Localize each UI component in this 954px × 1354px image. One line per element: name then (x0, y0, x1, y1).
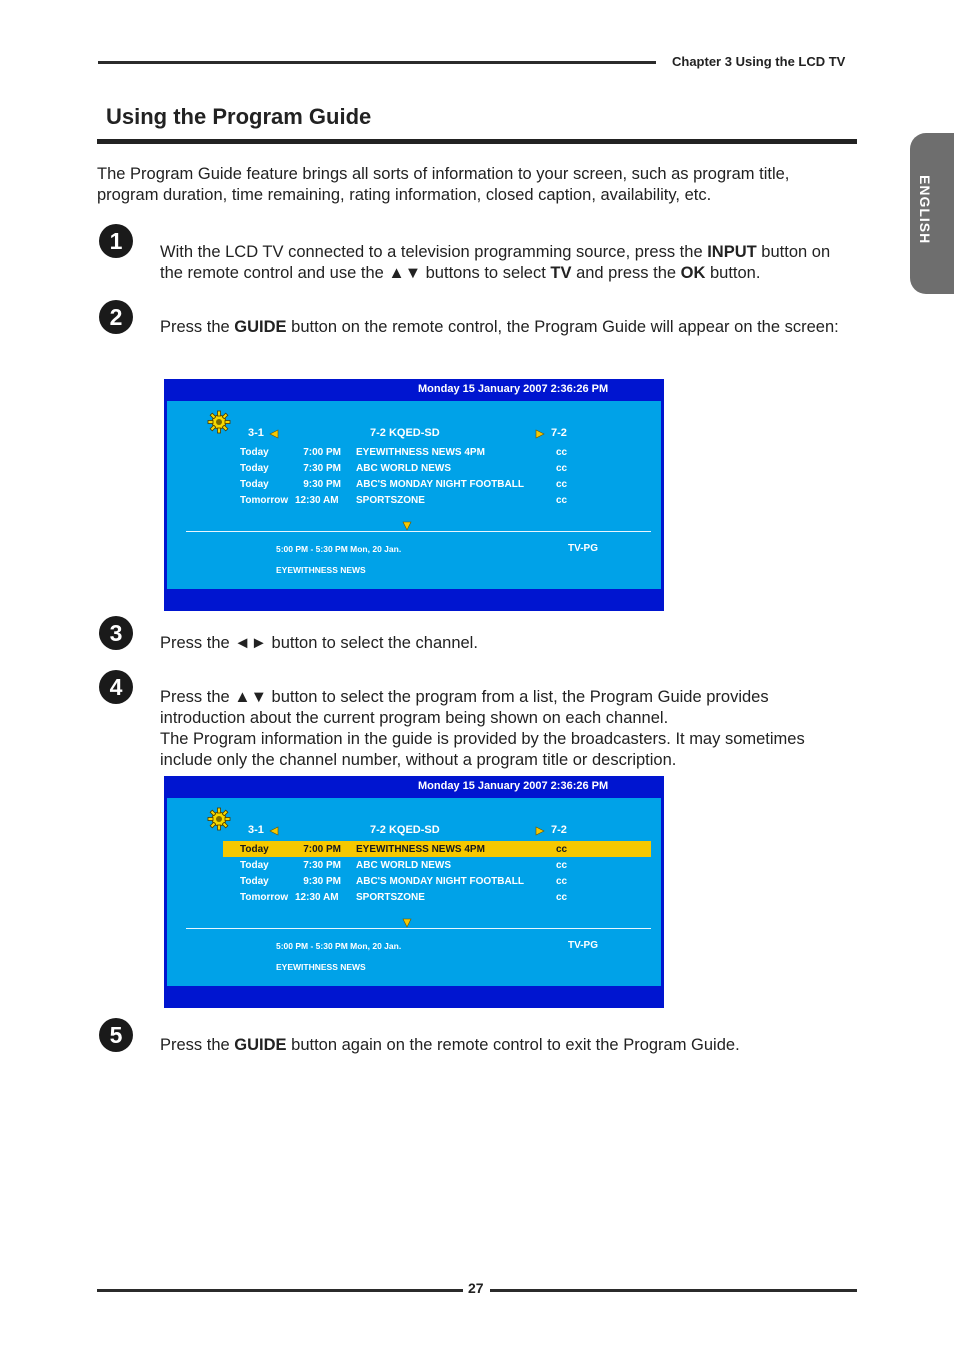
left-arrow-icon (269, 429, 279, 439)
program-row-selected: Today 7:00 PM EYEWITHNESS NEWS 4PM cc (223, 841, 651, 857)
down-arrow-icon (402, 521, 412, 531)
program-time-range: 5:00 PM - 5:30 PM Mon, 20 Jan. (276, 544, 402, 554)
guide-key: GUIDE (234, 318, 287, 336)
gear-icon (207, 410, 231, 434)
step-4-number: 4 (99, 670, 133, 704)
current-channel: 7-2 KQED-SD (370, 427, 440, 439)
program-list (223, 841, 651, 905)
program-row: Tomorrow 12:30 AM SPORTSZONE cc (240, 892, 568, 903)
program-guide-screen-1 (164, 379, 664, 611)
step-3-text: Press the ◄► button to select the channel. (160, 634, 478, 652)
guide-divider (186, 531, 651, 532)
page-number: 27 (468, 1280, 484, 1296)
title-rule (97, 139, 857, 144)
step-1-text: With the LCD TV connected to a television programming source, press the INPUT button on the remote control and use the ▲▼ buttons to select TV and press the OK button. (160, 243, 831, 282)
left-arrow-icon (269, 826, 279, 836)
footer-rule-right (490, 1289, 857, 1292)
guide-divider (186, 928, 651, 929)
ok-key: OK (680, 264, 706, 282)
program-name: EYEWITHNESS NEWS (276, 565, 366, 575)
guide-panel (167, 798, 661, 986)
step-2-number: 2 (99, 300, 133, 334)
right-arrow-icon (535, 826, 545, 836)
right-arrow-icon (535, 429, 545, 439)
header-rule (98, 61, 656, 64)
step-4-line-1: Press the ▲▼ button to select the program from a list, the Program Guide provides introduction about the current program being shown on each channel. (160, 688, 769, 727)
step-5-number: 5 (99, 1018, 133, 1052)
chapter-label: Chapter 3 Using the LCD TV (672, 54, 846, 69)
input-key: INPUT (707, 243, 757, 261)
program-row: Tomorrow 12:30 AM SPORTSZONE cc (240, 495, 568, 506)
program-time-range: 5:00 PM - 5:30 PM Mon, 20 Jan. (276, 941, 402, 951)
page-title: Using the Program Guide (106, 104, 372, 129)
language-tab (910, 133, 954, 294)
step-1-number: 1 (99, 224, 133, 258)
program-row: Today 7:00 PM EYEWITHNESS NEWS 4PM cc (240, 447, 568, 458)
gear-icon (207, 807, 231, 831)
guide-panel (167, 401, 661, 589)
program-rating: TV-PG (568, 940, 599, 951)
guide-date: Monday 15 January 2007 2:36:26 PM (418, 383, 609, 395)
next-channel: 7-2 (551, 427, 567, 439)
language-tab-label: ENGLISH (917, 175, 933, 245)
prev-channel: 3-1 (248, 824, 264, 836)
next-channel: 7-2 (551, 824, 567, 836)
program-row: Today 9:30 PM ABC'S MONDAY NIGHT FOOTBALL cc (240, 876, 568, 887)
step-2-text: Press the GUIDE button on the remote control, the Program Guide will appear on the screen: (160, 318, 839, 336)
step-5-text: Press the GUIDE button again on the remote control to exit the Program Guide. (160, 1036, 740, 1054)
prev-channel: 3-1 (248, 427, 264, 439)
intro-paragraph: The Program Guide feature brings all sorts of information to your screen, such as program title, program duration, time remaining, rating information, closed caption, availability, etc. (97, 165, 790, 204)
guide-key: GUIDE (234, 1036, 287, 1054)
program-row: Today 7:30 PM ABC WORLD NEWS cc (240, 860, 568, 871)
program-list (223, 444, 651, 508)
down-arrow-icon (402, 918, 412, 928)
footer-rule-left (97, 1289, 463, 1292)
tv-key: TV (550, 264, 572, 282)
step-3-number: 3 (99, 616, 133, 650)
program-rating: TV-PG (568, 543, 599, 554)
program-name: EYEWITHNESS NEWS (276, 962, 366, 972)
program-guide-screen-2 (164, 776, 664, 1008)
program-row: Today 9:30 PM ABC'S MONDAY NIGHT FOOTBALL cc (240, 479, 568, 490)
guide-date: Monday 15 January 2007 2:36:26 PM (418, 780, 609, 792)
step-4-text (160, 687, 840, 771)
program-row: Today 7:30 PM ABC WORLD NEWS cc (240, 463, 568, 474)
step-4-line-2: The Program information in the guide is provided by the broadcasters. It may sometimes include only the channel number, without a program title or description. (160, 730, 805, 769)
current-channel: 7-2 KQED-SD (370, 824, 440, 836)
